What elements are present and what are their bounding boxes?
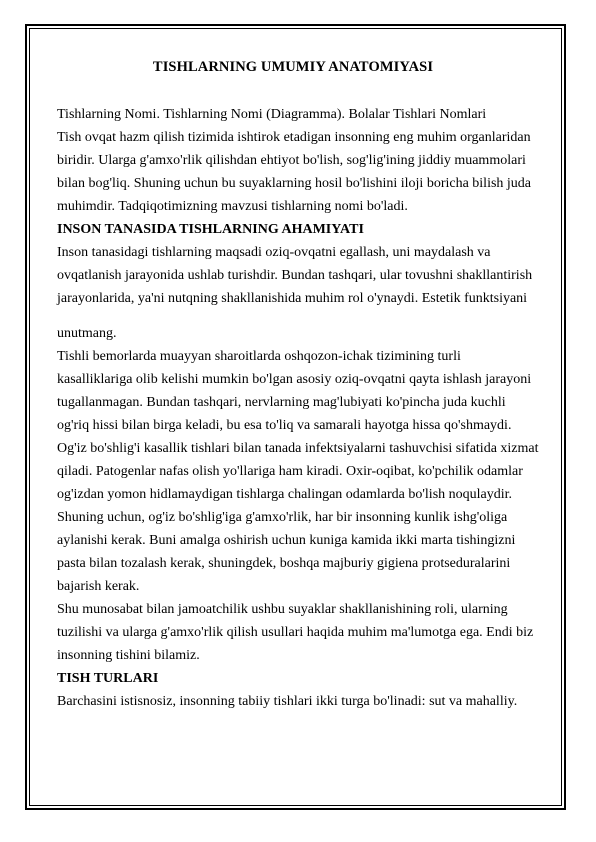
text-line: bajarish kerak.	[57, 579, 140, 594]
text-line: bilan bog'liq. Shuning uchun bu suyaklarning hosil bo'lishini iloji boricha bilish juda	[57, 176, 532, 191]
document-text	[57, 103, 557, 713]
text-line: Tishlarning Nomi. Tishlarning Nomi (Diagramma). Bolalar Tishlari Nomlari	[57, 107, 487, 122]
text-line: insonning tishini bilamiz.	[57, 648, 200, 663]
section-heading: INSON TANASIDA TISHLARNING AHAMIYATI	[57, 222, 364, 237]
text-line: og'riq hissi bilan birga keladi, bu esa to'liq va samarali hayotga hissa qo'shmaydi.	[57, 418, 512, 433]
text-line: Og'iz bo'shlig'i kasallik tishlari bilan tanada infektsiyalarni tashuvchisi sifatida xizmat	[57, 441, 539, 456]
text-line: ovqatlanish jarayonida ushlab turishdir. Bundan tashqari, ular tovushni shakllantirish	[57, 268, 533, 283]
text-line: unutmang.	[57, 326, 117, 341]
document-title: TISHLARNING UMUMIY ANATOMIYASI	[152, 59, 434, 75]
text-line: Tish ovqat hazm qilish tizimida ishtirok etadigan insonning eng muhim organlaridan	[57, 130, 531, 145]
text-line: qiladi. Patogenlar nafas olish yo'llariga ham kiradi. Oxir-oqibat, ko'pchilik odamlar	[57, 464, 523, 479]
text-line: tugallanmagan. Bundan tashqari, nervlarning mag'lubiyati ko'pincha juda kuchli	[57, 395, 506, 410]
text-line: tuzilishi va ularga g'amxo'rlik qilish usullari haqida muhim ma'lumotga ega. Endi biz	[57, 625, 534, 640]
paragraph-gap	[57, 310, 557, 322]
text-line: jarayonlarida, ya'ni nutqning shakllanishida muhim rol o'ynaydi. Estetik funktsiyani	[57, 291, 528, 306]
text-line: Barchasini istisnosiz, insonning tabiiy tishlari ikki turga bo'linadi: sut va mahalliy.	[57, 694, 518, 709]
text-line: Inson tanasidagi tishlarning maqsadi oziq-ovqatni egallash, uni maydalash va	[57, 245, 491, 260]
text-line: Shuning uchun, og'iz bo'shlig'iga g'amxo'rlik, har bir insonning kunlik ishg'oliga	[57, 510, 508, 525]
text-line: Shu munosabat bilan jamoatchilik ushbu suyaklar shakllanishining roli, ularning	[57, 602, 508, 617]
text-line: biridir. Ularga g'amxo'rlik qilishdan ehtiyot bo'lish, sog'lig'ining jiddiy muammolari	[57, 153, 526, 168]
section-heading: TISH TURLARI	[57, 671, 159, 686]
text-line: muhimdir. Tadqiqotimizning mavzusi tishlarning nomi bo'ladi.	[57, 199, 408, 214]
text-line: og'izdan yomon hidlamaydigan tishlarga chalingan odamlarda bo'lish noqulaydir.	[57, 487, 513, 502]
text-line: aylanishi kerak. Buni amalga oshirish uchun kuniga kamida ikki marta tishingizni	[57, 533, 516, 548]
text-line: pasta bilan tozalash kerak, shuningdek, boshqa majburiy gigiena protseduralarini	[57, 556, 511, 571]
text-line: kasalliklariga olib kelishi mumkin bo'lgan asosiy oziq-ovqatni qayta ishlash jarayoni	[57, 372, 532, 387]
text-line: Tishli bemorlarda muayyan sharoitlarda oshqozon-ichak tizimining turli	[57, 349, 461, 364]
document-body	[57, 59, 557, 713]
